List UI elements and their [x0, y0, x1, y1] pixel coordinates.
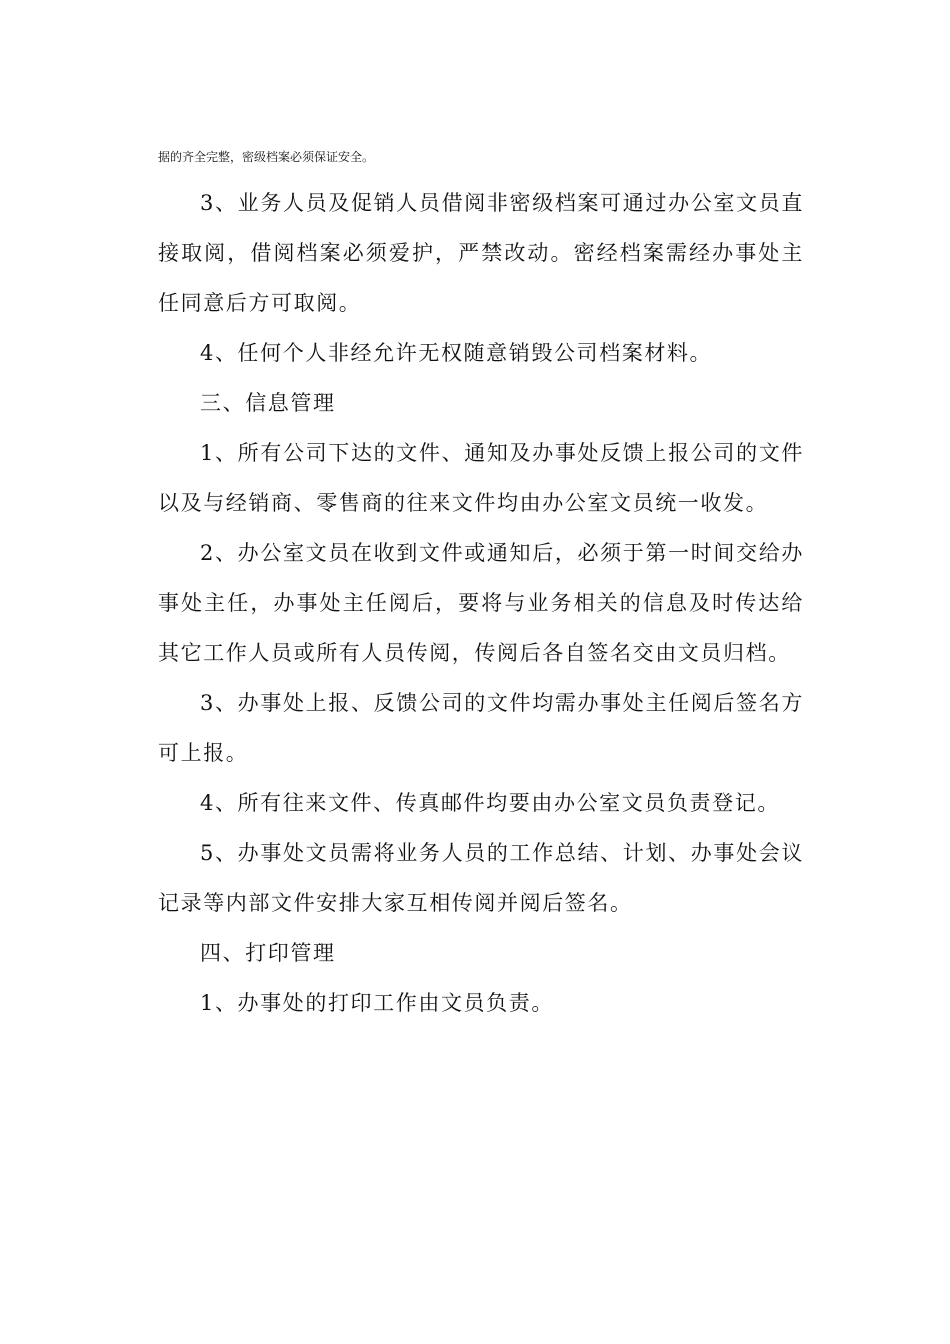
paragraph-document-registration: 4、所有往来文件、传真邮件均要由办公室文员负责登记。	[200, 791, 780, 815]
section-heading-information-management: 三、信息管理	[200, 391, 336, 415]
section-heading-printing-management: 四、打印管理	[200, 941, 336, 965]
document-body	[158, 178, 804, 1028]
continuation-line: 据的齐全完整，密级档案必须保证安全。	[158, 150, 375, 164]
paragraph-printing-responsibility: 1、办事处的打印工作由文员负责。	[200, 991, 554, 1015]
paragraph-internal-circulation: 5、办事处文员需将业务人员的工作总结、计划、办事处会议记录等内部文件安排大家互相传阅并阅后签名。	[158, 841, 804, 915]
paragraph-document-distribution: 1、所有公司下达的文件、通知及办事处反馈上报公司的文件以及与经销商、零售商的往来文件均由办公室文员统一收发。	[158, 441, 804, 515]
paragraph-report-approval: 3、办事处上报、反馈公司的文件均需办事处主任阅后签名方可上报。	[158, 691, 804, 765]
paragraph-archive-borrowing: 3、业务人员及促销人员借阅非密级档案可通过办公室文员直接取阅，借阅档案必须爱护，严禁改动。密经档案需经办事处主任同意后方可取阅。	[158, 191, 804, 315]
paragraph-archive-destruction: 4、任何个人非经允许无权随意销毁公司档案材料。	[200, 341, 713, 365]
paragraph-document-handling: 2、办公室文员在收到文件或通知后，必须于第一时间交给办事处主任，办事处主任阅后，要将与业务相关的信息及时传达给其它工作人员或所有人员传阅，传阅后各自签名交由文员归档。	[158, 541, 804, 665]
